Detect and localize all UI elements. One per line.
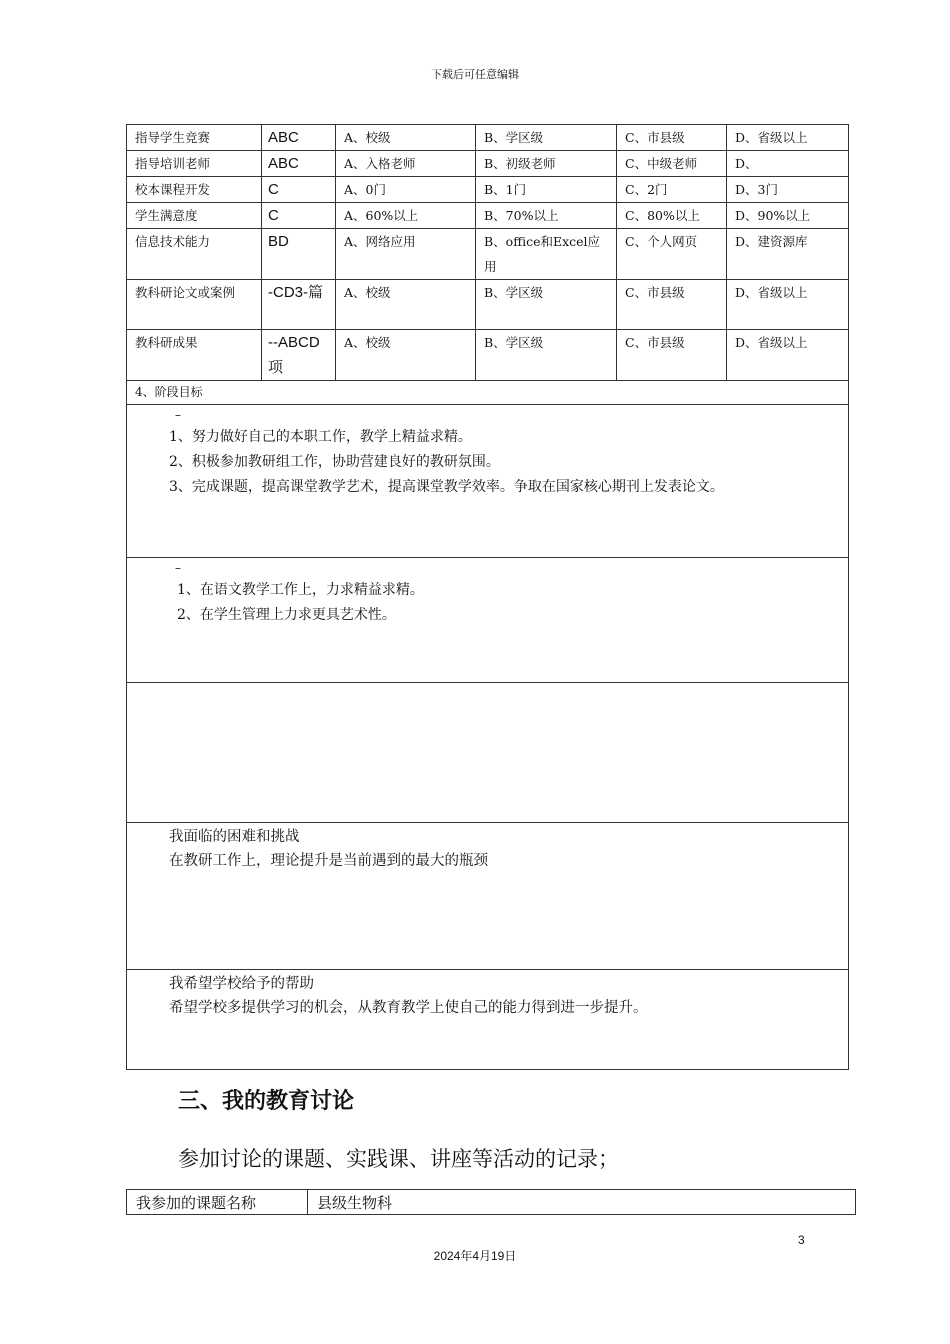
option-d: D、省级以上 [727, 125, 849, 151]
option-b: B、学区级 [476, 280, 617, 330]
goal-line: 1、努力做好自己的本职工作，教学上精益求精。 [169, 429, 472, 445]
stage-goals-title: 4、阶段目标 [127, 381, 849, 405]
option-c: C、中级老师 [617, 151, 727, 177]
option-c: C、2门 [617, 177, 727, 203]
goals-block-1 [127, 405, 849, 558]
topic-value: 县级生物科 [308, 1190, 856, 1215]
table-row [127, 151, 849, 177]
empty-block [127, 683, 849, 823]
row-answer: --ABCD项 [262, 330, 336, 381]
option-d: D、省级以上 [727, 330, 849, 381]
page-number: 3 [798, 1233, 805, 1247]
row-answer: BD [262, 229, 336, 280]
dash-mark: – [175, 408, 181, 422]
option-d: D、省级以上 [727, 280, 849, 330]
table-row [127, 280, 849, 330]
row-answer: ABC [262, 125, 336, 151]
footer-date: 2024年4月19日 [433, 1249, 517, 1263]
row-item: 指导学生竞赛 [127, 125, 262, 151]
help-text: 希望学校多提供学习的机会，从教育教学上使自己的能力得到进一步提升。 [169, 1000, 648, 1016]
option-b: B、学区级 [476, 125, 617, 151]
option-b: B、1门 [476, 177, 617, 203]
goal-line: 3、完成课题，提高课堂教学艺术，提高课堂教学效率。争取在国家核心期刊上发表论文。 [169, 479, 724, 495]
option-b: B、office和Excel应用 [476, 229, 617, 280]
topic-table [126, 1189, 856, 1215]
option-b: B、70%以上 [476, 203, 617, 229]
section-subheading: 参加讨论的课题、实践课、讲座等活动的记录； [178, 1147, 619, 1171]
goals-block-2 [127, 558, 849, 683]
option-b: B、初级老师 [476, 151, 617, 177]
option-a: A、入格老师 [336, 151, 476, 177]
row-item: 学生满意度 [127, 203, 262, 229]
row-item: 信息技术能力 [127, 229, 262, 280]
table-row [127, 177, 849, 203]
option-c: C、市县级 [617, 125, 727, 151]
option-a: A、校级 [336, 280, 476, 330]
help-block [127, 970, 849, 1070]
help-title: 我希望学校给予的帮助 [169, 976, 314, 992]
difficulties-text: 在教研工作上，理论提升是当前遇到的最大的瓶颈 [169, 853, 488, 869]
row-item: 校本课程开发 [127, 177, 262, 203]
ability-table [126, 124, 849, 1070]
difficulties-title: 我面临的困难和挑战 [169, 829, 300, 845]
dash-mark: – [175, 561, 181, 575]
option-d: D、建资源库 [727, 229, 849, 280]
option-a: A、校级 [336, 330, 476, 381]
topic-label: 我参加的课题名称 [127, 1190, 308, 1215]
section-heading: 三、我的教育讨论 [178, 1089, 355, 1114]
option-d: D、90%以上 [727, 203, 849, 229]
option-c: C、市县级 [617, 280, 727, 330]
option-c: C、80%以上 [617, 203, 727, 229]
option-d: D、 [727, 151, 849, 177]
empty-cell [127, 683, 849, 823]
table-row [127, 229, 849, 280]
option-c: C、个人网页 [617, 229, 727, 280]
row-answer: C [262, 177, 336, 203]
row-item: 教科研论文或案例 [127, 280, 262, 330]
row-answer: C [262, 203, 336, 229]
goal-line: 1、在语文教学工作上，力求精益求精。 [177, 582, 424, 598]
row-item: 教科研成果 [127, 330, 262, 381]
option-a: A、网络应用 [336, 229, 476, 280]
option-a: A、校级 [336, 125, 476, 151]
table-row [127, 125, 849, 151]
option-b: B、学区级 [476, 330, 617, 381]
row-item: 指导培训老师 [127, 151, 262, 177]
page-header: 下载后可任意编辑 [431, 68, 519, 81]
row-answer: -CD3-篇 [262, 280, 336, 330]
option-c: C、市县级 [617, 330, 727, 381]
option-a: A、0门 [336, 177, 476, 203]
section-title-row [127, 381, 849, 405]
option-a: A、60%以上 [336, 203, 476, 229]
goal-line: 2、积极参加教研组工作，协助营建良好的教研氛围。 [169, 454, 500, 470]
table-row [127, 1190, 856, 1215]
goal-line: 2、在学生管理上力求更具艺术性。 [177, 607, 396, 623]
table-row [127, 203, 849, 229]
table-row [127, 330, 849, 381]
option-d: D、3门 [727, 177, 849, 203]
row-answer: ABC [262, 151, 336, 177]
difficulties-block [127, 823, 849, 970]
